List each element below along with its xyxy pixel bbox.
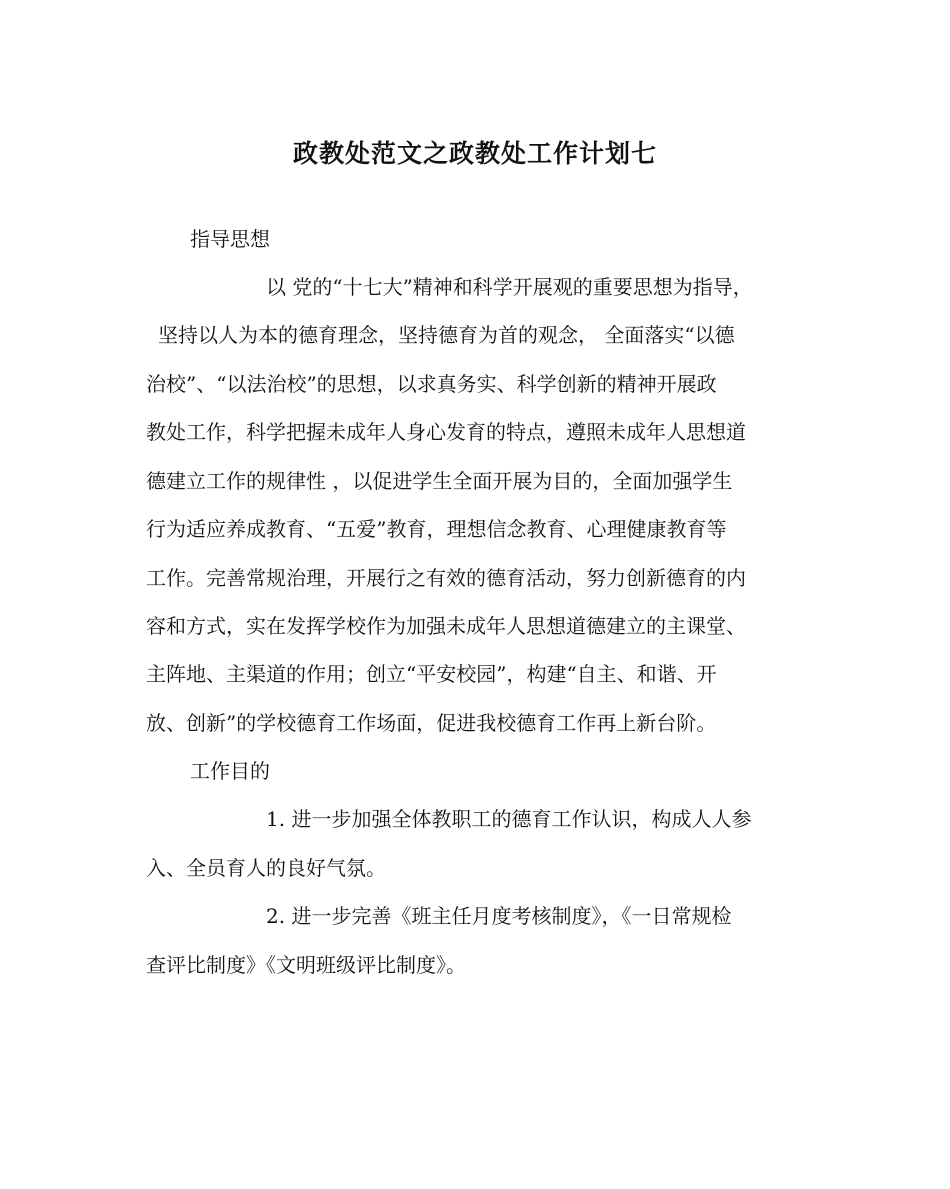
paragraph-line: 主阵地、主渠道的作用；创立“平安校园”，构建“自主、和谐、开: [146, 662, 717, 686]
paragraph-line: 以 党的“十七大”精神和科学开展观的重要思想为指导，: [266, 275, 753, 299]
section-heading-guiding: 指导思想: [190, 227, 270, 251]
document-title: 政教处范文之政教处工作计划七: [292, 139, 657, 168]
paragraph-line: 工作。完善常规治理，开展行之有效的德育活动，努力创新德育的内: [146, 566, 746, 590]
paragraph-line: 治校”、“以法治校”的思想，以求真务实、科学创新的精神开展政: [146, 372, 717, 396]
goal-1-line: 1. 进一步加强全体教职工的德育工作认识，构成人人参: [266, 807, 752, 831]
paragraph-line: 放、创新”的学校德育工作场面，促进我校德育工作再上新台阶。: [146, 711, 717, 735]
goal-2-line: 查评比制度》《文明班级评比制度》。: [146, 953, 466, 977]
goal-1-line: 入、全员育人的良好气氛。: [146, 856, 386, 880]
goal-2-line: 2. 进一步完善《班主任月度考核制度》，《一日常规检: [266, 904, 732, 928]
section-heading-goals: 工作目的: [190, 759, 270, 783]
paragraph-line: 容和方式，实在发挥学校作为加强未成年人思想道德建立的主课堂、: [146, 614, 746, 638]
paragraph-line: 行为适应养成教育、“五爱”教育，理想信念教育、心理健康教育等: [146, 517, 727, 541]
paragraph-line: 坚持以人为本的德育理念，坚持德育为首的观念， 全面落实“以德: [158, 323, 735, 347]
paragraph-line: 德建立工作的规律性 ，以促进学生全面开展为目的，全面加强学生: [146, 469, 733, 493]
paragraph-line: 教处工作，科学把握未成年人身心发育的特点，遵照未成年人思想道: [146, 420, 746, 444]
